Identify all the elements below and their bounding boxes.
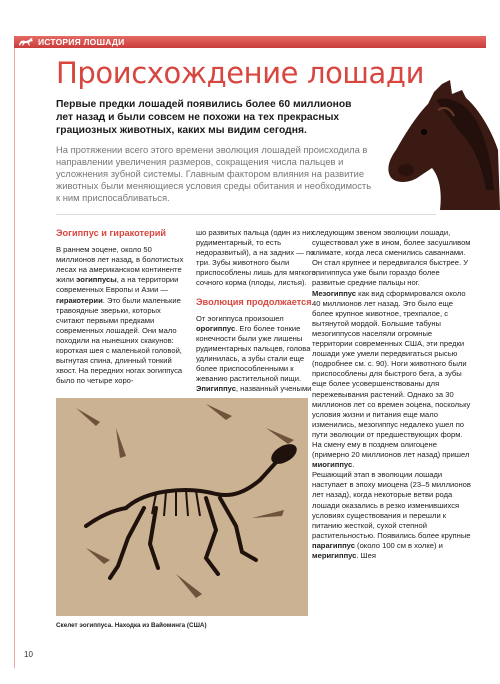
margin-line (14, 48, 15, 668)
text-run: Решающий этап в эволюции лошади наступает в эпоху миоцена (23–5 миллионов лет назад), когда некоторые ветви рода лошади оказались в резко изменившихся условиях существования и перешли к питанию жесткой, сухой степной растительностью. Появились более крупные (312, 470, 471, 540)
text-run: . Это были маленькие травоядные зверьки, которых считают первыми предками современных лошадей. Они мало походили на нынешних скакунов: короткая шея с маленькой головой, выгнутая спина, длинный тонкий хвост. На передних ногах эогиппуса было по четыре хоро- (56, 295, 183, 386)
column-3 (312, 228, 472, 561)
text-run: (около 100 см в холке) и (354, 540, 443, 550)
text-run: . Шея (356, 551, 376, 560)
paragraph (196, 314, 320, 395)
paragraph (312, 470, 472, 561)
term: эогиппусы (76, 275, 117, 285)
section-heading: Эволюция продолжается (196, 296, 312, 307)
term: орогиппус (196, 323, 236, 333)
term: парагиппус (312, 540, 355, 550)
text-run: как вид сформировался около 40 миллионов лет назад. Это было еще более крупное животное, трехпалое, с вытянутой мордой. Большие табуны мезогиппусов населяли огромные территории современных США, эти предки лошади уже умели передвигаться рысью (подробнее см. с. 90). Ноги животного были приспособлены для быстрого бега, а зубы еще более усовершенствованы для пережевывания растений. Однако за 30 миллионов лет со времен эоцена, поскольку условия жизни и питания еще мало изменились, мезогиппус недалеко ушел по пути эволюции от предшествующих форм. На смену ему в позднем олигоцене (примерно 20 миллионов лет назад) пришел (312, 288, 471, 460)
intro-paragraph: На протяжении всего этого времени эволюция лошадей происходила в направлении увеличения размеров, сокращения числа пальцев и усложнения зубной системы. Главным фактором влияния на развитие животных были меняющиеся условия среды обитания и необходимость к ним приспосабливаться. (56, 144, 372, 203)
paragraph (312, 228, 472, 470)
lead-paragraph: Первые предки лошадей появились более 60 миллионов лет назад и были совсем не похожи на тех прекрасных грациозных животных, каких мы видим сегодня. (56, 99, 352, 136)
term: меригиппус (312, 551, 357, 560)
text-run: От эогиппуса произошел (196, 313, 284, 323)
paragraph: шо развитых пальца (один из них рудиментарный, то есть недоразвитый), а на задних — по три. Зубы животного были приспособлены лишь для мягкого, сочного корма (плоды, листья). (196, 228, 318, 288)
paragraph (56, 245, 184, 386)
term: Эпигиппус (196, 384, 236, 394)
page-number: 10 (24, 650, 33, 659)
term: гиракотерии (56, 295, 103, 305)
divider (56, 214, 436, 215)
section-label: ИСТОРИЯ ЛОШАДИ (38, 37, 125, 47)
page-title: Происхождение лошади (56, 56, 425, 90)
text-run: . (352, 460, 355, 470)
eohippus-fossil-photo (56, 398, 308, 616)
section-heading: Эогиппус и гиракотерий (56, 228, 167, 238)
figure-caption: Скелет эогиппуса. Находка из Вайоминга (США) (56, 622, 207, 629)
text-run: . Его более тонкие конечности были уже лишены рудиментарных пальцев, голова удлинилась, а зубы стали еще более приспособленными к жеванию растительной пищи. (196, 323, 311, 384)
column-1 (56, 228, 184, 386)
text-run: следующим звеном эволюции лошади, существовал уже в ином, более засушливом климате, когда леса сменились саваннами. Он стал крупнее и передвигался быстрее. У эпигиппуса уже были гораздо более развитые средние пальцы ног. (312, 228, 471, 288)
text-run: , названный учеными (235, 384, 312, 394)
running-horse-icon (18, 37, 34, 47)
text-run: В раннем эоцене, около 50 миллионов лет назад, в болотистых лесах на американском континенте жили (56, 245, 184, 285)
horse-head-photo (380, 80, 500, 210)
term: Мезогиппус (312, 288, 357, 298)
section-header (18, 36, 124, 48)
column-2 (196, 228, 320, 394)
text-run: , а на территории современных Европы и Азии — (56, 275, 179, 295)
term: миогиппус (312, 460, 353, 470)
